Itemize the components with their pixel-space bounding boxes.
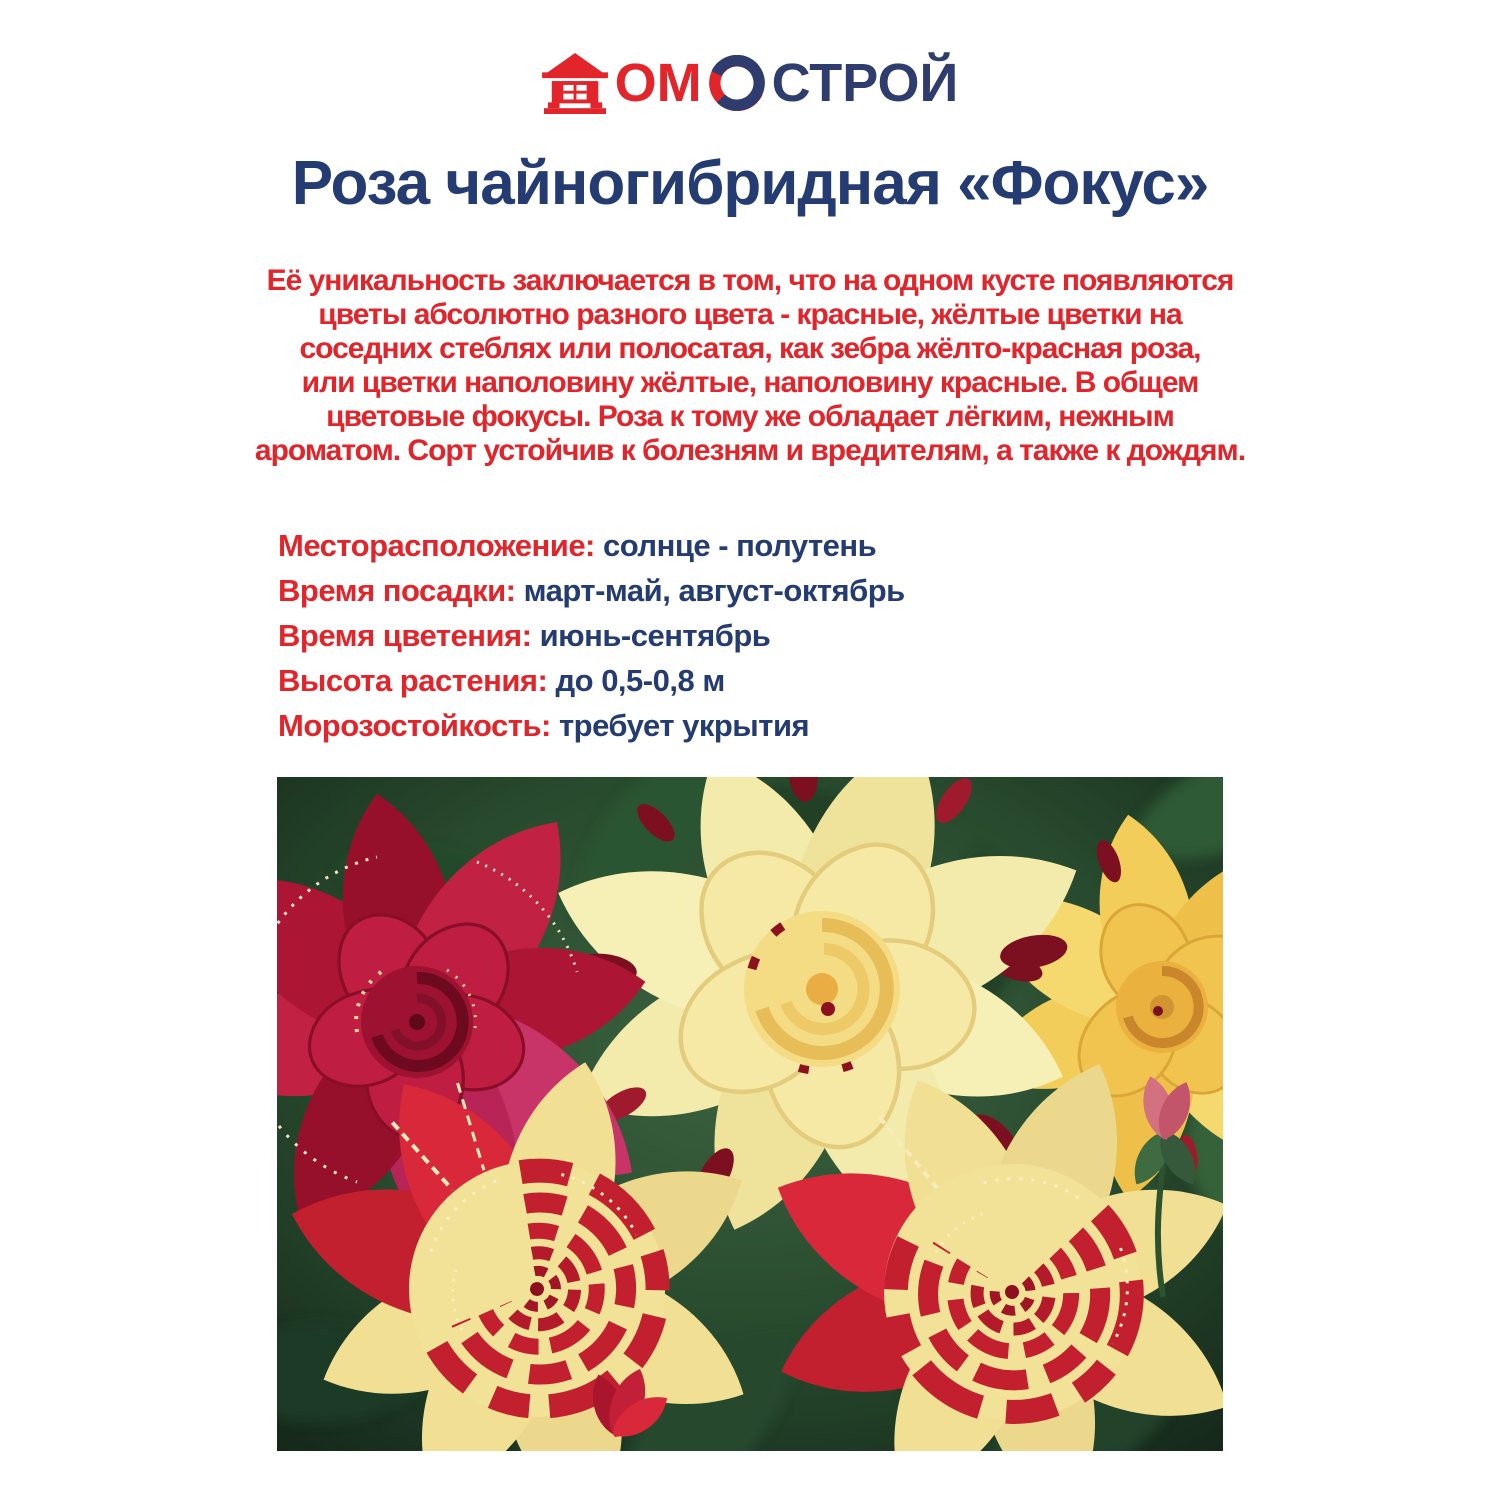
spec-row-bloom-time [278,618,1500,663]
aperture-o-icon [709,55,765,111]
description-paragraph [200,264,1300,468]
description-line: цветы абсолютно разного цвета - красные, жёлтые цветки на [318,298,1182,332]
spec-value: требует укрытия [558,708,810,744]
spec-label: Время посадки: [278,573,516,609]
specs-list [278,528,1500,753]
description-line: ароматом. Сорт устойчив к болезням и вредителям, а также к дождям. [254,434,1246,468]
page-title: Роза чайногибридная «Фокус» [291,149,1209,218]
spec-value: до 0,5-0,8 м [555,663,725,699]
spec-label: Морозостойкость: [278,708,551,744]
spec-row-location [278,528,1500,573]
spec-value: март-май, август-октябрь [523,573,905,609]
brand-logo [0,0,1500,114]
spec-row-frost-resistance [278,708,1500,753]
description-line: соседних стеблях или полосатая, как зебра жёлто-красная роза, [299,332,1201,366]
brand-text-stroy: СТРОЙ [771,53,959,113]
house-icon [542,52,608,114]
spec-row-planting-time [278,573,1500,618]
rose-photo [277,777,1223,1451]
spec-value: солнце - полутень [603,528,877,564]
spec-label: Время цветения: [278,618,532,654]
spec-label: Высота растения: [278,663,548,699]
spec-label: Месторасположение: [278,528,595,564]
spec-row-height [278,663,1500,708]
description-line: цветовые фокусы. Роза к тому же обладает лёгким, нежным [326,400,1174,434]
description-line: Её уникальность заключается в том, что на одном кусте появляются [266,264,1234,298]
description-line: или цветки наполовину жёлтые, наполовину красные. В общем [301,366,1199,400]
brand-text-om: ОМ [614,53,702,113]
spec-value: июнь-сентябрь [539,618,771,654]
